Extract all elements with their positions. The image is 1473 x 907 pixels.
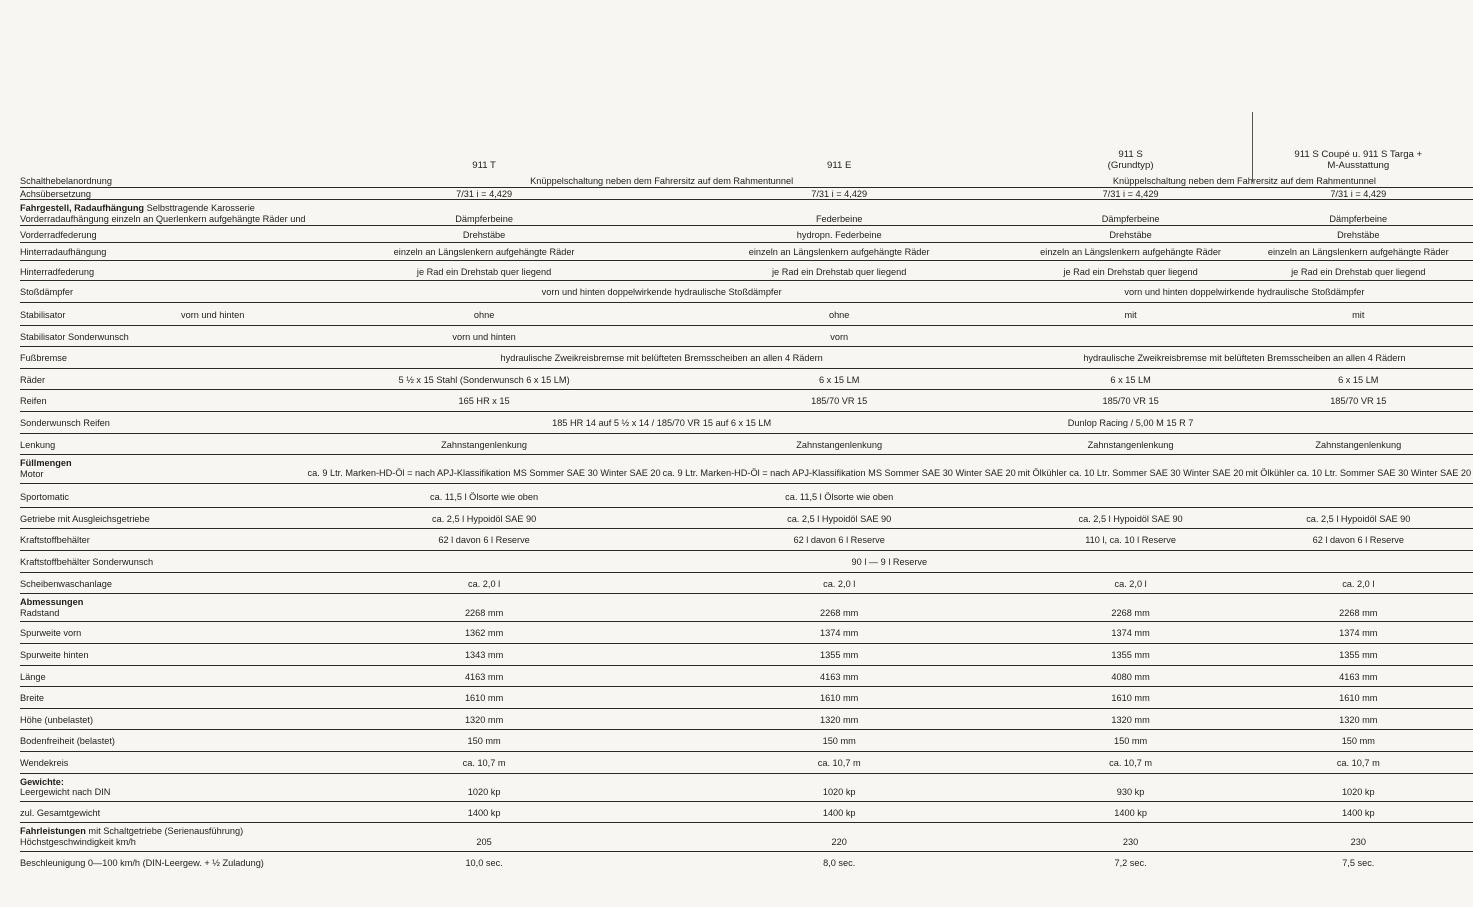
value-911s-m: ca. 10,7 m: [1245, 752, 1473, 774]
value-911s: 1610 mm: [1018, 687, 1246, 709]
value-911e: 1374 mm: [663, 622, 1018, 644]
value-911s: 930 kp: [1018, 773, 1246, 801]
row-label: Schalthebelanordnung: [20, 175, 308, 187]
value-911t: 7/31 i = 4,429: [308, 187, 663, 200]
row-beschl: [20, 851, 1473, 872]
row-spur-hinten: [20, 644, 1473, 666]
value-911s-m: [1245, 484, 1473, 508]
value-911s-m: 150 mm: [1245, 730, 1473, 752]
row-label: [20, 594, 308, 622]
value-911s-all: hydraulische Zweikreisbremse mit belüfteten Bremsscheiben an allen 4 Rädern: [1018, 347, 1473, 369]
value-911s-m: Drehstäbe: [1245, 225, 1473, 243]
value-911t-911e: hydraulische Zweikreisbremse mit belüfteten Bremsscheiben an allen 4 Rädern: [308, 347, 1018, 369]
value-911s-m: ca. 2,5 l Hypoidöl SAE 90: [1245, 507, 1473, 529]
row-label: Hinterradaufhängung: [20, 243, 308, 261]
value-911s: [1018, 484, 1246, 508]
value-911s-m: 4163 mm: [1245, 665, 1473, 687]
value-911t: ca. 2,0 l: [308, 572, 663, 594]
value-911t: ca. 11,5 l Ölsorte wie oben: [308, 484, 663, 508]
row-reifen-sw: [20, 411, 1473, 433]
row-leer: [20, 773, 1473, 801]
value-911s: 1400 kp: [1018, 801, 1246, 823]
row-reifen: [20, 390, 1473, 412]
header-blank: [20, 149, 308, 175]
value-911s-m: Zahnstangenlenkung: [1245, 433, 1473, 455]
value-911s-m: 7,5 sec.: [1342, 857, 1375, 868]
spec-table: [20, 149, 1473, 872]
row-sportomatic: [20, 484, 1473, 508]
value-911t: ca. 9 Ltr. Marken-HD-Öl = nach APJ-Klassifikation MS Sommer SAE 30 Winter SAE 20: [308, 455, 663, 484]
value-911s: 4080 mm: [1018, 665, 1246, 687]
value-911s-m: 62 l davon 6 l Reserve: [1245, 529, 1473, 551]
value-911e: ca. 11,5 l Ölsorte wie oben: [663, 484, 1018, 508]
row-stabi: [20, 302, 1473, 325]
row-label: Länge: [20, 665, 308, 687]
value-911t: 62 l davon 6 l Reserve: [308, 529, 663, 551]
value-911s: 110 l, ca. 10 l Reserve: [1018, 529, 1246, 551]
value-911e: ca. 2,0 l: [663, 572, 1018, 594]
row-kraftstoff: [20, 529, 1473, 551]
value-911s-m: 7/31 i = 4,429: [1245, 187, 1473, 200]
row-hinterauf: [20, 243, 1473, 261]
row-radstand: [20, 594, 1473, 622]
value-911t: 1320 mm: [308, 708, 663, 730]
value-911e: 1020 kp: [663, 773, 1018, 801]
section-subtitle: mit Schaltgetriebe (Serienausführung): [85, 826, 244, 837]
value-911s: Zahnstangenlenkung: [1018, 433, 1246, 455]
value-911s: einzeln an Längslenkern aufgehängte Räder: [1018, 243, 1246, 261]
value-911e: 1400 kp: [663, 801, 1018, 823]
row-label-text: Radstand: [20, 607, 60, 618]
row-boden: [20, 730, 1473, 752]
row-label: Höhe (unbelastet): [20, 708, 308, 730]
row-stoss: [20, 281, 1473, 303]
row-label: Räder: [20, 368, 308, 390]
row-label: [20, 823, 308, 851]
value-911e: ca. 10,7 m: [663, 752, 1018, 774]
col-911t: 911 T: [472, 159, 496, 171]
row-label: Stabilisator Sonderwunsch: [20, 325, 308, 347]
row-motor: [20, 455, 1473, 484]
value-911s: mit: [1018, 302, 1246, 325]
value-911t: 1362 mm: [308, 622, 663, 644]
col-911e: 911 E: [827, 159, 852, 171]
row-raeder: [20, 368, 1473, 390]
value-911t: einzeln an Längslenkern aufgehängte Räder: [308, 243, 663, 261]
value-911t-911e: 185 HR 14 auf 5 ½ x 14 / 185/70 VR 15 auf 6 x 15 LM: [308, 411, 1018, 433]
value-911s-m: [1245, 411, 1473, 433]
section-title: Fahrgestell, Radaufhängung: [20, 203, 145, 214]
col-911s-m: 911 S Coupé u. 911 S Targa + M-Ausstattung: [1294, 149, 1423, 171]
value-911s: ca. 10,7 m: [1018, 752, 1246, 774]
value-911s-m: 1020 kp: [1245, 773, 1473, 801]
value-911s: 185/70 VR 15: [1018, 390, 1246, 412]
value-911s: 6 x 15 LM: [1018, 368, 1246, 390]
value-911s: je Rad ein Drehstab quer liegend: [1018, 260, 1246, 281]
row-label: Achsübersetzung: [20, 187, 308, 200]
value-911s: ca. 2,0 l: [1018, 572, 1246, 594]
value-911s-m: 1400 kp: [1245, 801, 1473, 823]
row-label: [20, 200, 308, 225]
row-getriebe: [20, 507, 1473, 529]
row-vorderfeder: [20, 225, 1473, 243]
row-label: Vorderradfederung: [20, 225, 308, 243]
value-911e: 2268 mm: [663, 594, 1018, 622]
value-911e: vorn: [663, 325, 1018, 347]
value-911s-m: mit Ölkühler ca. 10 Ltr. Sommer SAE 30 Winter SAE 20: [1245, 455, 1473, 484]
row-label: [20, 302, 308, 325]
value-911s-all: Knüppelschaltung neben dem Fahrersitz auf dem Rahmentunnel: [1018, 175, 1473, 187]
value-911t: je Rad ein Drehstab quer liegend: [308, 260, 663, 281]
section-title: Füllmengen: [20, 458, 72, 469]
row-label: [20, 773, 308, 801]
value-911s: 230: [1018, 823, 1246, 851]
value-911s: 7,2 sec.: [1114, 857, 1147, 868]
value-911e: einzeln an Längslenkern aufgehängte Räder: [663, 243, 1018, 261]
row-label-text: Stabilisator: [20, 309, 66, 320]
row-bremse: [20, 347, 1473, 369]
row-label-text: Höchstgeschwindigkeit km/h: [20, 836, 136, 847]
value-911s: 7/31 i = 4,429: [1018, 187, 1246, 200]
value-911e: 6 x 15 LM: [663, 368, 1018, 390]
row-gesamt: [20, 801, 1473, 823]
row-vmax: [20, 823, 1473, 851]
value-911s-m: 1320 mm: [1245, 708, 1473, 730]
value-911e: 1320 mm: [663, 708, 1018, 730]
value-911t: Drehstäbe: [308, 225, 663, 243]
section-title: Gewichte:: [20, 776, 64, 787]
value-911s: Dämpferbeine: [1018, 200, 1246, 225]
row-label-text: Motor: [20, 468, 44, 479]
value-911e: 185/70 VR 15: [663, 390, 1018, 412]
value-911s: 150 mm: [1018, 730, 1246, 752]
row-label-extra: vorn und hinten: [181, 309, 245, 320]
value-911t: vorn und hinten: [308, 325, 663, 347]
value-911s-m: einzeln an Längslenkern aufgehängte Räder: [1245, 243, 1473, 261]
value-911t: ca. 10,7 m: [308, 752, 663, 774]
row-label: Bodenfreiheit (belastet): [20, 730, 308, 752]
value-911e: 7/31 i = 4,429: [663, 187, 1018, 200]
value-911s: Dunlop Racing / 5,00 M 15 R 7: [1018, 411, 1246, 433]
row-schalthebel: [20, 175, 1473, 187]
value-911s: 1320 mm: [1018, 708, 1246, 730]
header-row: [20, 149, 1473, 175]
value-911t: 1020 kp: [308, 773, 663, 801]
row-laenge: [20, 665, 1473, 687]
row-label: Getriebe mit Ausgleichsgetriebe: [20, 507, 308, 529]
value-911s-m: 6 x 15 LM: [1245, 368, 1473, 390]
row-scheiben: [20, 572, 1473, 594]
value-911e: hydropn. Federbeine: [663, 225, 1018, 243]
value-911s: [1018, 325, 1246, 347]
section-title: Abmessungen: [20, 597, 84, 608]
value-911s: 1355 mm: [1018, 644, 1246, 666]
value-911e: 1610 mm: [663, 687, 1018, 709]
value-911s-m: 230: [1245, 823, 1473, 851]
row-spur-vorn: [20, 622, 1473, 644]
section-title: Fahrleistungen: [20, 826, 86, 837]
value-911e: 220: [663, 823, 1018, 851]
row-label: Sportomatic: [20, 484, 308, 508]
value-911e: 150 mm: [663, 730, 1018, 752]
value-911e: ca. 9 Ltr. Marken-HD-Öl = nach APJ-Klassifikation MS Sommer SAE 30 Winter SAE 20: [663, 455, 1018, 484]
value-911t: 1610 mm: [308, 687, 663, 709]
row-kraftstoff-sw: [20, 551, 1473, 573]
value-all: 90 l — 9 l Reserve: [308, 551, 1473, 573]
value-911s: 1374 mm: [1018, 622, 1246, 644]
row-label: Kraftstoffbehälter: [20, 529, 308, 551]
value-911e: 62 l davon 6 l Reserve: [663, 529, 1018, 551]
value-911e: 8,0 sec.: [823, 857, 856, 868]
row-label: Sonderwunsch Reifen: [20, 411, 308, 433]
value-911s: 2268 mm: [1018, 594, 1246, 622]
value-911s-m: je Rad ein Drehstab quer liegend: [1245, 260, 1473, 281]
row-achs: [20, 187, 1473, 200]
row-label: Spurweite vorn: [20, 622, 308, 644]
row-label: Scheibenwaschanlage: [20, 572, 308, 594]
value-911t: 5 ½ x 15 Stahl (Sonderwunsch 6 x 15 LM): [308, 368, 663, 390]
value-911s-m: 2268 mm: [1245, 594, 1473, 622]
value-911s-all: vorn und hinten doppelwirkende hydraulische Stoßdämpfer: [1018, 281, 1473, 303]
row-fahrgestell: [20, 200, 1473, 225]
row-wende: [20, 752, 1473, 774]
row-label: Fußbremse: [20, 347, 308, 369]
value-911e: Zahnstangenlenkung: [663, 433, 1018, 455]
value-911e: ca. 2,5 l Hypoidöl SAE 90: [663, 507, 1018, 529]
value-911t: 4163 mm: [308, 665, 663, 687]
col-911s: 911 S (Grundtyp): [1107, 149, 1154, 171]
value-911t-911e: vorn und hinten doppelwirkende hydraulische Stoßdämpfer: [308, 281, 1018, 303]
value-911e: ohne: [663, 302, 1018, 325]
value-911t: 165 HR x 15: [308, 390, 663, 412]
value-911s-m: 1610 mm: [1245, 687, 1473, 709]
row-label: Kraftstoffbehälter Sonderwunsch: [20, 551, 308, 573]
value-911t: 1343 mm: [308, 644, 663, 666]
value-911t: ohne: [308, 302, 663, 325]
row-label: Lenkung: [20, 433, 308, 455]
value-911s-m: mit: [1245, 302, 1473, 325]
value-911s-m: [1245, 325, 1473, 347]
value-911t: 150 mm: [308, 730, 663, 752]
value-911s-m: Dämpferbeine: [1245, 200, 1473, 225]
value-911e: 1355 mm: [663, 644, 1018, 666]
row-label: Hinterradfederung: [20, 260, 308, 281]
value-911t: 10,0 sec.: [465, 857, 503, 868]
row-label: Wendekreis: [20, 752, 308, 774]
value-911s: ca. 2,5 l Hypoidöl SAE 90: [1018, 507, 1246, 529]
value-911t: 1400 kp: [308, 801, 663, 823]
row-label: Spurweite hinten: [20, 644, 308, 666]
value-911t: Dämpferbeine: [308, 200, 663, 225]
value-911s: mit Ölkühler ca. 10 Ltr. Sommer SAE 30 Winter SAE 20: [1018, 455, 1246, 484]
row-label: zul. Gesamtgewicht: [20, 801, 308, 823]
row-hinterfeder: [20, 260, 1473, 281]
row-label: Stoßdämpfer: [20, 281, 308, 303]
value-911t: Zahnstangenlenkung: [308, 433, 663, 455]
value-911s-m: 185/70 VR 15: [1245, 390, 1473, 412]
row-lenkung: [20, 433, 1473, 455]
value-911s-m: ca. 2,0 l: [1245, 572, 1473, 594]
row-label: Beschleunigung 0—100 km/h (DIN-Leergew. + ½ Zuladung): [20, 857, 264, 868]
row-stabi-sw: [20, 325, 1473, 347]
value-911s: Drehstäbe: [1018, 225, 1246, 243]
row-label: Reifen: [20, 390, 308, 412]
value-911t: 2268 mm: [308, 594, 663, 622]
value-911s-m: 1374 mm: [1245, 622, 1473, 644]
value-911t: 205: [308, 823, 663, 851]
row-label: Breite: [20, 687, 308, 709]
row-breite: [20, 687, 1473, 709]
value-911t: ca. 2,5 l Hypoidöl SAE 90: [308, 507, 663, 529]
row-label: [20, 455, 308, 484]
value-911e: Federbeine: [663, 200, 1018, 225]
row-label-text: Leergewicht nach DIN: [20, 787, 111, 798]
row-hoehe: [20, 708, 1473, 730]
value-911t-911e: Knüppelschaltung neben dem Fahrersitz auf dem Rahmentunnel: [308, 175, 1018, 187]
value-911e: 4163 mm: [663, 665, 1018, 687]
row-label-text: Vorderradaufhängung einzeln an Querlenkern aufgehängte Räder und: [20, 213, 306, 224]
value-911e: je Rad ein Drehstab quer liegend: [663, 260, 1018, 281]
section-subtitle: Selbsttragende Karosserie: [144, 203, 255, 214]
value-911s-m: 1355 mm: [1245, 644, 1473, 666]
